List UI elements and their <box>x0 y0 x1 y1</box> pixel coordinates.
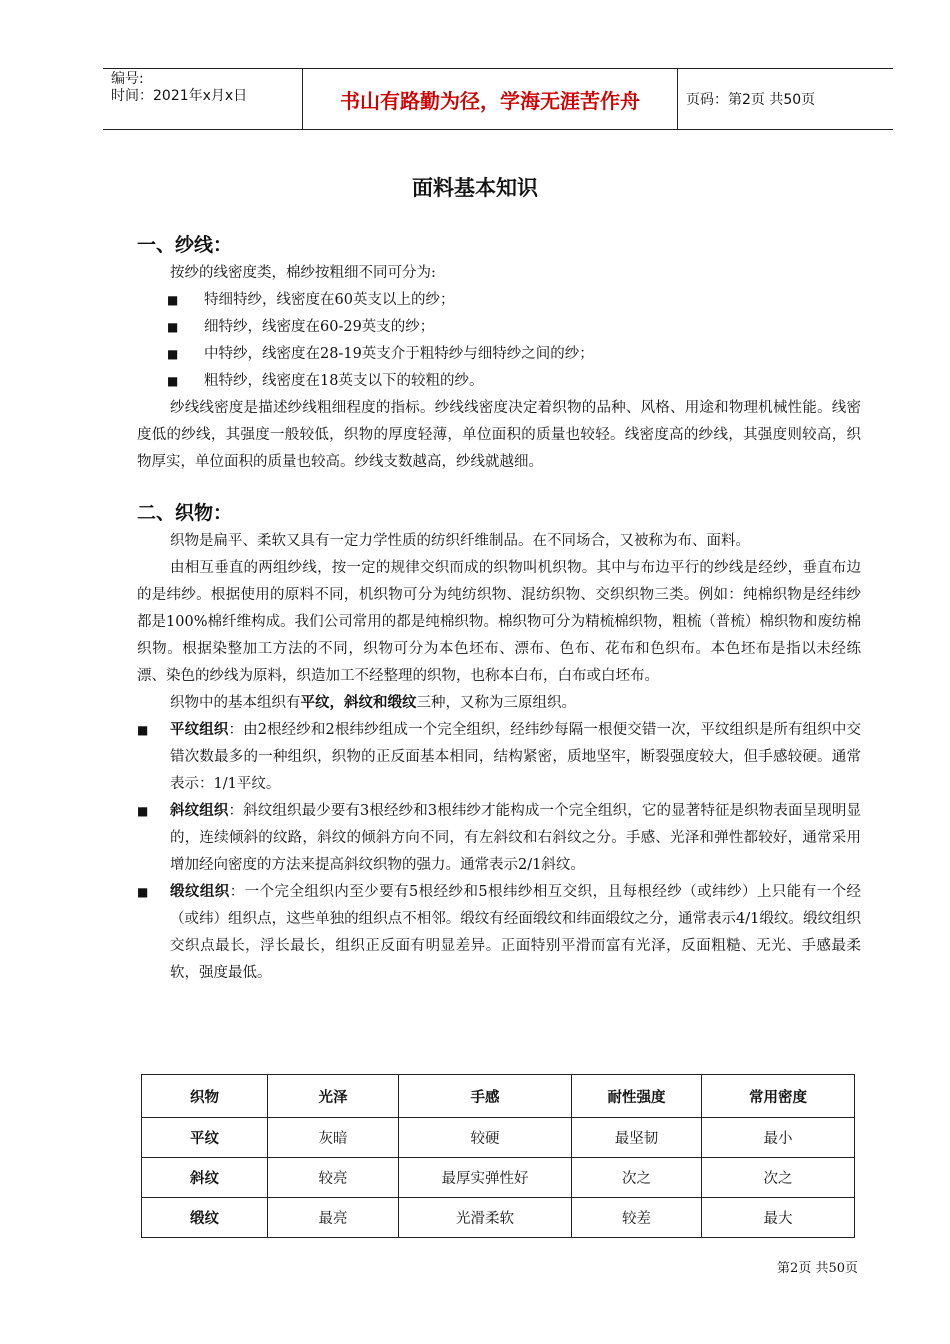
section1-paragraph: 纱线线密度是描述纱线粗细程度的指标。纱线线密度决定着织物的品种、风格、用途和物理机械性能。线密度低的纱线，其强度一般较低，织物的厚度轻薄，单位面积的质量也较轻。线密度高的纱线，其强度则较高，织物厚实，单位面积的质量也较高。纱线支数越高，纱线就越细。 <box>137 400 861 470</box>
list-item: ■ 特细特纱，线密度在60英支以上的纱； <box>167 287 861 314</box>
section2-heading: 二、织物： <box>137 502 233 524</box>
table-cell: 较差 <box>572 1198 702 1238</box>
table-row <box>142 1158 855 1198</box>
table-header: 耐性强度 <box>572 1075 702 1118</box>
table-cell: 最亮 <box>268 1198 399 1238</box>
section2-paragraph-3: 织物中的基本组织有平纹，斜纹和缎纹三种，又称为三原组织。 <box>170 695 576 711</box>
table-cell: 最大 <box>702 1198 855 1238</box>
square-bullet-icon: ■ <box>137 723 149 737</box>
header-motto: 书山有路勤为径，学海无涯苦作舟 <box>303 69 678 129</box>
number-label: 编号: <box>111 71 144 87</box>
table-row <box>142 1118 855 1158</box>
section1-intro: 按纱的线密度类，棉纱按粗细不同可分为: <box>170 265 436 281</box>
table-cell: 最坚韧 <box>572 1118 702 1158</box>
table-header: 手感 <box>399 1075 572 1118</box>
section1-heading: 一、纱线： <box>137 234 233 256</box>
header-page-code: 页码：第2页 共50页 <box>686 92 816 108</box>
weave-list <box>137 717 861 987</box>
table-cell: 灰暗 <box>268 1118 399 1158</box>
table-cell: 次之 <box>702 1158 855 1198</box>
list-item: ■ 粗特纱，线密度在18英支以下的较粗的纱。 <box>167 368 861 395</box>
section2-paragraph-2: 由相互垂直的两组纱线，按一定的规律交织而成的织物叫机织物。其中与布边平行的纱线是经纱，垂直布边的是纬纱。根据使用的原料不同，机织物可分为纯纺织物、混纺织物、交织织物三类。例如：纯棉织物是经纬纱都是100%棉纤维构成。我们公司常用的都是纯棉织物。棉织物可分为精梳棉织物，粗梳（普梳）棉织物和废纺棉织物。根据染整加工方法的不同，织物可分为本色坯布、漂布、色布、花布和色织布。本色坯布是指以未经练漂、染色的纱线为原料，织造加工不经整理的织物，也称本白布，白布或白坯布。 <box>137 560 861 684</box>
page-footer: 第2页 共50页 <box>777 1261 858 1276</box>
section2-paragraph-1: 织物是扁平、柔软又具有一定力学性质的纺织纤维制品。在不同场合，又被称为布、面料。 <box>170 533 750 549</box>
weave-comparison-table <box>141 1074 855 1238</box>
table-row <box>142 1198 855 1238</box>
yarn-count-list <box>137 287 861 395</box>
list-item: ■ 中特纱，线密度在28-19英支介于粗特纱与细特纱之间的纱； <box>167 341 861 368</box>
table-cell: 次之 <box>572 1158 702 1198</box>
table-cell: 较硬 <box>399 1118 572 1158</box>
table-header: 织物 <box>142 1075 268 1118</box>
table-cell: 最小 <box>702 1118 855 1158</box>
list-item: ■ 平纹组织：由2根经纱和2根纬纱组成一个完全组织，经纬纱每隔一根便交错一次，平纹组织是所有组织中交错次数最多的一种组织，织物的正反面基本相同，结构紧密，质地坚牢，断裂强度较大，但手感较硬。通常表示：1/1平纹。 <box>137 717 861 798</box>
document-title: 面料基本知识 <box>412 176 538 200</box>
square-bullet-icon: ■ <box>137 804 149 818</box>
list-item: ■ 缎纹组织：一个完全组织内至少要有5根经纱和5根纬纱相互交织，且每根经纱（或纬纱）上只能有一个经（或纬）组织点，这些单独的组织点不相邻。缎纹有经面缎纹和纬面缎纹之分，通常表示4/1缎纹。缎纹组织交织点最长，浮长最长，组织正反面有明显差异。正面特别平滑而富有光泽，反面粗糙、无光、手感最柔软，强度最低。 <box>137 879 861 987</box>
table-header: 光泽 <box>268 1075 399 1118</box>
table-cell: 较亮 <box>268 1158 399 1198</box>
table-cell: 缎纹 <box>142 1198 268 1238</box>
time-label: 时间：2021年x月x日 <box>111 88 248 104</box>
square-bullet-icon: ■ <box>137 885 149 899</box>
list-item: ■ 细特纱，线密度在60-29英支的纱； <box>167 314 861 341</box>
document-body <box>137 230 861 987</box>
table-header-row <box>142 1075 855 1118</box>
list-item: ■ 斜纹组织：斜纹组织最少要有3根经纱和3根纬纱才能构成一个完全组织，它的显著特征是织物表面呈现明显的，连续倾斜的纹路，斜纹的倾斜方向不同，有左斜纹和右斜纹之分。手感、光泽和弹性都较好，通常采用增加经向密度的方法来提高斜纹织物的强力。通常表示2/1斜纹。 <box>137 798 861 879</box>
table-cell: 最厚实弹性好 <box>399 1158 572 1198</box>
header-meta <box>103 69 303 129</box>
page-header <box>103 68 893 130</box>
table-cell: 光滑柔软 <box>399 1198 572 1238</box>
table-header: 常用密度 <box>702 1075 855 1118</box>
table-cell: 斜纹 <box>142 1158 268 1198</box>
table-cell: 平纹 <box>142 1118 268 1158</box>
